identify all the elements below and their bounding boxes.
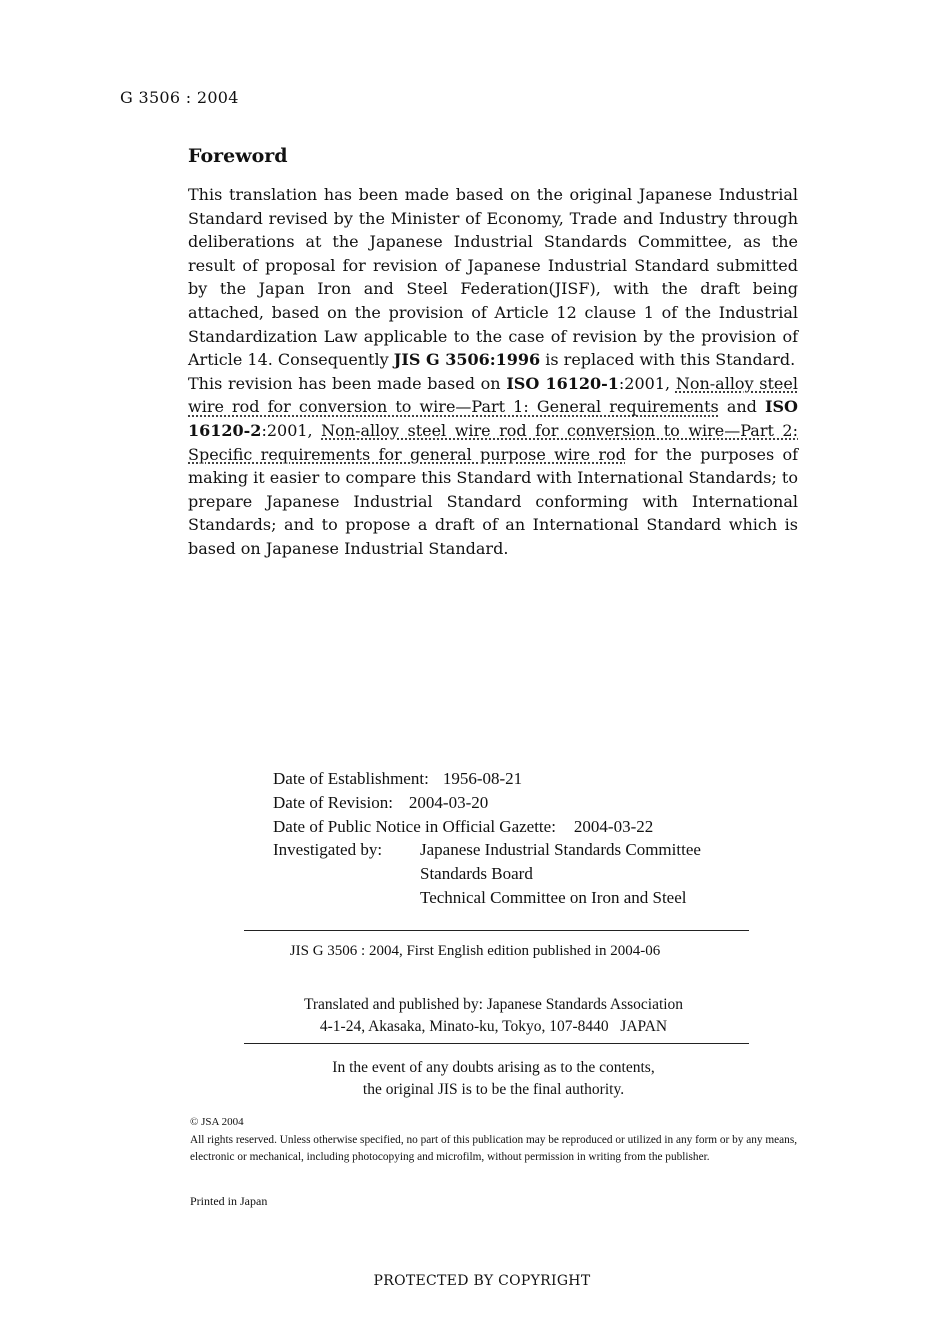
investigated-committee: Japanese Industrial Standards Committee [420,840,701,860]
notice-label: Date of Public Notice in Official Gazette: [273,816,556,836]
foreword-body [188,183,798,561]
printed-in: Printed in Japan [190,1194,268,1208]
dates-block [273,767,701,910]
foreword-paragraph-2 [188,372,798,561]
revision-label: Date of Revision: [273,792,393,812]
iso2-title: Non-alloy steel wire rod for conversion to wire—Part 2: Specific requirements for general purpose wire rod [188,420,799,464]
iso1-title: Non-alloy steel wire rod for conversion to wire—Part 1: General requirements [188,373,798,417]
edition-note: JIS G 3506 : 2004, First English edition published in 2004-06 [289,943,661,959]
copyright-holder: © JSA 2004 [190,1116,244,1128]
establishment-label: Date of Establishment: [273,769,429,788]
protected-footer: PROTECTED BY COPYRIGHT [373,1273,591,1289]
publisher-block [0,994,950,1037]
foreword-p1-text: This translation has been made based on the original Japanese Industrial Standard revised by the Minister of Economy, Trade and Industry through deliberations at the Japanese Industrial Standards Committee, as the result of proposal for revision of Japanese Industrial Standard submitted by the Japan Iron and Steel Federation(JISF), with the draft being attached, based on the provision of Article 12 clause 1 of the Industrial Standardization Law applicable to the case of revision by the provision of Article 14. Consequently [188,185,798,370]
authority-line-2: the original JIS is to be the final authority. [362,1081,625,1098]
document-code: G 3506 : 2004 [120,88,239,107]
investigated-board: Standards Board [420,864,533,884]
revision-value: 2004-03-20 [408,792,489,812]
authority-line-1: In the event of any doubts arising as to the contents, [332,1059,655,1076]
jis-ref-year: :1996 [489,350,541,370]
foreword-p1-tail: is replaced with this Standard. [545,350,796,370]
notice-value: 2004-03-22 [573,816,654,836]
jis-reference [394,350,540,369]
foreword-p2-tail: for the purposes of making it easier to compare this Standard with International Standards; to prepare Japanese Industrial Standard conforming with International Standards; and to propose a draft of an International Standard which is based on Japanese Industrial Standard. [188,444,799,558]
iso1-year: :2001, [618,373,671,393]
publisher-address: 4-1-24, Akasaka, Minato-ku, Tokyo, 107-8440 JAPAN [319,1017,668,1035]
divider-bottom [244,1043,749,1044]
foreword-p2-and: and [726,397,757,417]
publisher-line: Translated and published by: Japanese Standards Association [303,996,684,1013]
rights-statement: All rights reserved. Unless otherwise specified, no part of this publication may be reproduced or utilized in any form or by any means, electronic or mechanical, including photocopying and microfilm, without permission in writing from the publisher. [190,1134,798,1164]
establishment-value: 1956-08-21 [442,769,523,788]
iso2-code: ISO 16120-2 [188,397,798,440]
iso2-year: :2001, [261,420,313,440]
divider-top [244,930,749,931]
foreword-paragraph-1 [188,183,798,372]
iso1-code: ISO 16120-1 [506,373,619,393]
investigated-row [273,838,701,862]
jis-ref-code: JIS G 3506 [393,350,490,370]
investigated-technical-committee: Technical Committee on Iron and Steel [420,887,687,907]
foreword-heading: Foreword [188,145,288,167]
establishment-row [273,767,701,791]
notice-row [273,815,701,839]
revision-row [273,791,701,815]
authority-note [0,1057,950,1101]
investigated-label: Investigated by: [273,840,383,860]
foreword-p2-lead: This revision has been made based on [188,373,501,393]
